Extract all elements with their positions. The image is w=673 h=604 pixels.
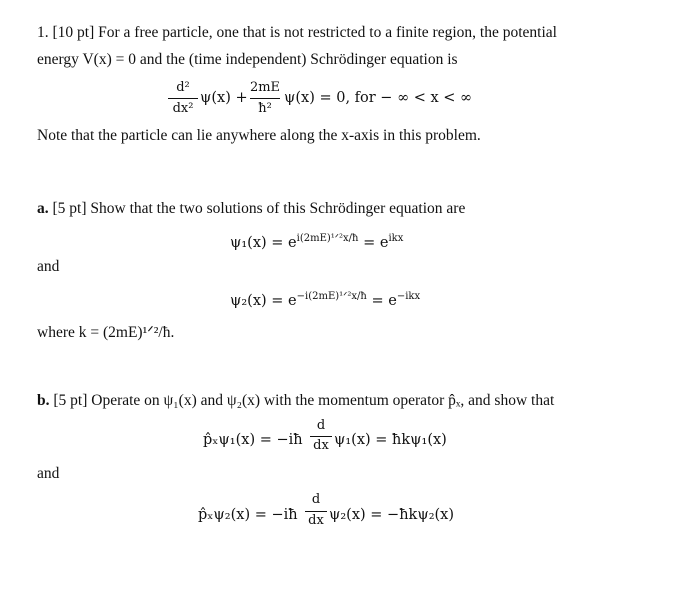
problem-intro-line2: energy V(x) = 0 and the (time independent) Schrödinger equation is xyxy=(37,51,458,68)
eq1-bar xyxy=(310,436,332,437)
psi1-rhs: = e xyxy=(358,234,389,251)
eq2-denominator: dx xyxy=(308,513,324,528)
psi2-rhs-exponent: −ikx xyxy=(396,291,421,302)
frac1-bar xyxy=(168,98,198,99)
frac2-numerator: 2mE xyxy=(249,80,281,95)
problem-intro-line1: 1. [10 pt] For a free particle, one that is not restricted to a finite region, the potential xyxy=(37,24,557,41)
eq1-lhs: p̂ₓψ₁(x) = −iħ xyxy=(203,432,303,448)
frac2-bar xyxy=(250,98,280,99)
psi2-lhs: ψ₂(x) = e xyxy=(230,292,297,309)
psi2-exponent: −i(2mE)¹ᐟ²x/ħ xyxy=(296,291,367,302)
part-b-statement xyxy=(37,392,554,410)
eq2-rhs: ψ₂(x) = −ħkψ₂(x) xyxy=(329,507,454,523)
eq1-rhs: ψ₁(x) = ħkψ₁(x) xyxy=(334,432,447,448)
psi1-exponent: i(2mE)¹ᐟ²x/ħ xyxy=(296,233,359,244)
eq2-numerator: d xyxy=(311,492,321,507)
equation-term2: ψ(x) = 0, for − ∞ < x < ∞ xyxy=(284,90,473,106)
equation-term1: ψ(x) + xyxy=(200,90,248,106)
psi2-rhs: = e xyxy=(366,292,397,309)
eq1-denominator: dx xyxy=(313,438,329,453)
frac1-numerator: d² xyxy=(176,80,190,95)
part-a-statement xyxy=(37,200,465,218)
part-b-text: [5 pt] Operate on ψ₁(x) and ψ₂(x) with the momentum operator p̂ₓ, and show that xyxy=(53,392,555,409)
psi1-equation xyxy=(230,233,403,251)
part-a-text: [5 pt] Show that the two solutions of this Schrödinger equation are xyxy=(52,200,466,217)
psi2-equation xyxy=(230,291,420,309)
frac2-denominator: ħ² xyxy=(258,101,272,116)
problem-note: Note that the particle can lie anywhere along the x-axis in this problem. xyxy=(37,127,481,144)
psi1-rhs-exponent: ikx xyxy=(388,233,404,244)
eq2-lhs: p̂ₓψ₂(x) = −iħ xyxy=(198,507,298,523)
frac1-denominator: dx² xyxy=(172,101,194,116)
part-a-and: and xyxy=(37,258,60,275)
part-b-and: and xyxy=(37,465,60,482)
part-b-label: b. xyxy=(37,392,50,409)
part-a-label: a. xyxy=(37,200,49,217)
eq2-bar xyxy=(305,511,327,512)
eq1-numerator: d xyxy=(316,418,326,433)
k-definition: where k = (2mE)¹ᐟ²/ħ. xyxy=(37,324,175,341)
psi1-lhs: ψ₁(x) = e xyxy=(230,234,297,251)
